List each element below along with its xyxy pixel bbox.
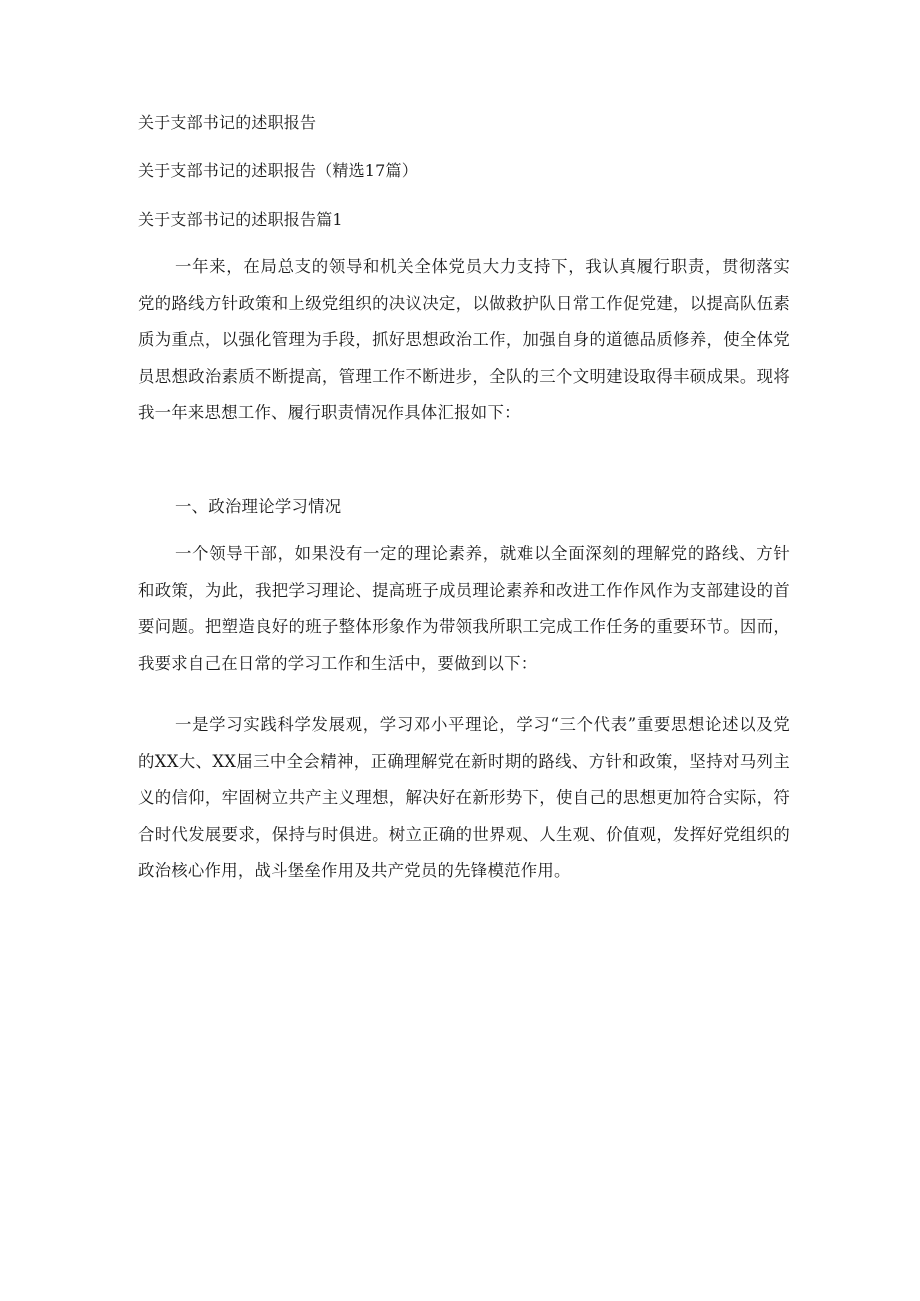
- paragraph-theory-study: 一个领导干部，如果没有一定的理论素养，就难以全面深刻的理解党的路线、方针和政策，为此，我把学习理论、提高班子成员理论素养和改进工作作风作为支部建设的首要问题。把塑造良好的班子整体形象作为带领我所职工完成工作任务的重要环节。因而，我要求自己在日常的学习工作和生活中，要做到以下：: [138, 544, 790, 673]
- document-title: 关于支部书记的述职报告: [138, 113, 317, 132]
- paragraph-study-items: 一是学习实践科学发展观，学习邓小平理论，学习“三个代表”重要思想论述以及党的XX大、XX届三中全会精神，正确理解党在新时期的路线、方针和政策，坚持对马列主义的信仰，牢固树立共产主义理想，解决好在新形势下，使自己的思想更加符合实际，符合时代发展要求，保持与时俱进。树立正确的世界观、人生观、价值观，发挥好党组织的政治核心作用，战斗堡垒作用及共产党员的先锋模范作用。: [138, 715, 790, 880]
- section-heading-political-theory: 一、政治理论学习情况: [175, 497, 342, 516]
- document-subtitle: 关于支部书记的述职报告（精选17篇）: [138, 161, 418, 180]
- article-heading: 关于支部书记的述职报告篇1: [138, 210, 343, 229]
- paragraph-intro: 一年来，在局总支的领导和机关全体党员大力支持下，我认真履行职责，贯彻落实党的路线方针政策和上级党组织的决议决定，以做救护队日常工作促党建，以提高队伍素质为重点，以强化管理为手段，抓好思想政治工作，加强自身的道德品质修养，使全体党员思想政治素质不断提高，管理工作不断进步，全队的三个文明建设取得丰硕成果。现将我一年来思想工作、履行职责情况作具体汇报如下：: [138, 257, 790, 422]
